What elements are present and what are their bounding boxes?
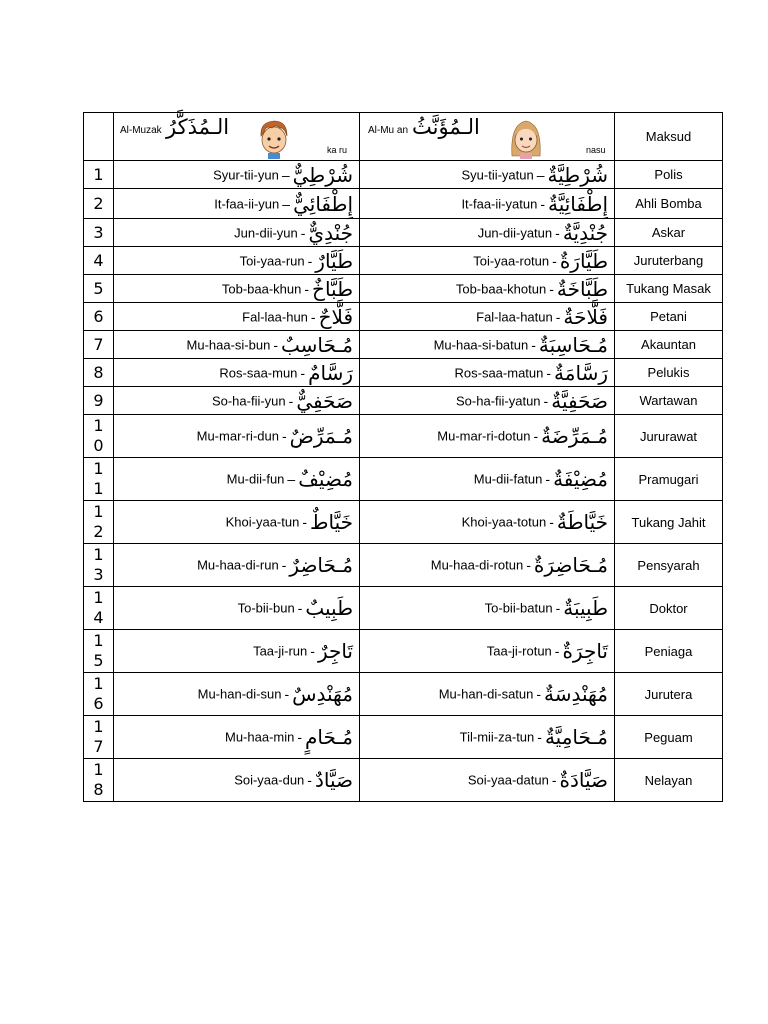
muannath-romanization: Syu-tii-yatun <box>461 167 534 182</box>
muannath-arabic: خَيَّاطَةٌ <box>556 510 608 534</box>
row-number-digit: 1 <box>93 459 104 478</box>
muzakkar-cell <box>114 544 360 587</box>
table-row <box>84 673 723 716</box>
maksud-cell: Jurutera <box>615 673 723 716</box>
muannath-dash: - <box>526 557 531 573</box>
muzakkar-romanization: Soi-yaa-dun <box>234 772 305 788</box>
row-number-digit: 5 <box>93 278 104 298</box>
row-number <box>84 716 114 759</box>
row-number <box>84 544 114 587</box>
muzakkar-arabic: شُرْطِيٌّ <box>292 162 353 187</box>
row-number-digit: 3 <box>93 222 104 242</box>
table-row <box>84 219 723 247</box>
table-row <box>84 387 723 415</box>
maksud-cell: Polis <box>615 161 723 189</box>
muannath-arabic: تَاجِرَةٌ <box>562 639 608 663</box>
maksud-cell: Peguam <box>615 716 723 759</box>
table-row <box>84 587 723 630</box>
muannath-romanization: Toi-yaa-rotun <box>473 253 550 268</box>
header-maksud-cell: Maksud <box>615 113 723 161</box>
muzakkar-cell <box>114 219 360 247</box>
muannath-romanization: Mu-haa-si-batun <box>433 337 529 352</box>
muzakkar-dash: - <box>302 514 307 530</box>
table-row <box>84 544 723 587</box>
row-number-digit: 1 <box>93 631 104 650</box>
muannath-romanization: It-faa-ii-yatun <box>461 196 538 211</box>
muzakkar-romanization: Toi-yaa-run <box>239 253 305 268</box>
row-number-digit: 1 <box>93 502 104 521</box>
muannath-romanization: So-ha-fii-yatun <box>456 393 541 408</box>
maksud-cell: Petani <box>615 303 723 331</box>
muzakkar-dash: - <box>281 557 287 573</box>
maksud-cell: Peniaga <box>615 630 723 673</box>
muannath-dash: - <box>540 195 545 212</box>
muannath-dash: - <box>549 514 554 530</box>
muannath-cell <box>360 716 615 759</box>
maksud-cell: Nelayan <box>615 759 723 802</box>
row-number-digit: 1 <box>93 674 104 693</box>
row-number-digit: 1 <box>93 545 104 564</box>
muannath-romanization: Khoi-yaa-totun <box>461 514 547 530</box>
row-number-digit: 1 <box>93 479 104 498</box>
muannath-dash: - <box>552 252 557 269</box>
row-number <box>84 331 114 359</box>
muannath-cell <box>360 759 615 802</box>
muzakkar-arabic-label: الـمُذَكَّرُ <box>166 115 230 139</box>
row-number-digit: 6 <box>93 306 104 326</box>
muzakkar-romanization: Tob-baa-khun <box>221 281 302 296</box>
muzakkar-dash: - <box>281 428 287 444</box>
muannath-cell <box>360 161 615 189</box>
row-number-digit: 1 <box>93 588 104 607</box>
row-number-digit: 4 <box>93 250 104 270</box>
muannath-arabic: شُرْطِيَّةٌ <box>547 162 608 187</box>
girl-face-icon <box>506 116 546 160</box>
maksud-cell: Doktor <box>615 587 723 630</box>
muzakkar-dash: - <box>273 336 279 353</box>
table-row <box>84 759 723 802</box>
muzakkar-arabic: رَسَّامٌ <box>308 360 353 385</box>
maksud-cell: Askar <box>615 219 723 247</box>
muannath-dash: - <box>537 729 542 745</box>
maksud-cell: Wartawan <box>615 387 723 415</box>
muzakkar-arabic: إِطْفَائِيٌّ <box>293 191 353 216</box>
muzakkar-arabic: طَبِيبٌ <box>305 596 353 620</box>
muannath-arabic-label: الـمُؤَنَّثُ <box>412 115 480 139</box>
muannath-arabic: مُضِيْفَةٌ <box>553 467 608 491</box>
row-number <box>84 219 114 247</box>
table-row <box>84 247 723 275</box>
row-number-digit: 1 <box>93 760 104 779</box>
muzakkar-cell <box>114 161 360 189</box>
maksud-cell: Tukang Jahit <box>615 501 723 544</box>
row-number <box>84 303 114 331</box>
row-number-digit: 2 <box>93 193 104 213</box>
boy-face-icon <box>254 116 294 160</box>
muannath-dash: - <box>545 471 551 487</box>
muannath-dash: - <box>551 772 557 788</box>
table-row <box>84 415 723 458</box>
muzakkar-dash: - <box>310 643 315 659</box>
muzakkar-cell <box>114 415 360 458</box>
row-number-digit: 1 <box>93 164 104 184</box>
muzakkar-romanization: So-ha-fii-yun <box>211 393 286 408</box>
muannath-cell <box>360 630 615 673</box>
row-number <box>84 587 114 630</box>
row-number <box>84 189 114 219</box>
row-number-digit: 0 <box>93 436 104 455</box>
muannath-dash: - <box>555 600 561 616</box>
muannath-arabic: طَبَّاخَةٌ <box>556 276 608 301</box>
muannath-cell <box>360 387 615 415</box>
muzakkar-cell <box>114 331 360 359</box>
vocabulary-table-body <box>84 113 723 802</box>
table-row <box>84 458 723 501</box>
row-number-digit: 7 <box>93 334 104 354</box>
muzakkar-arabic: مُهَنْدِسٌ <box>292 682 353 706</box>
muannath-arabic: مُـحَاضِرَةٌ <box>533 553 608 577</box>
muannath-cell <box>360 219 615 247</box>
muzakkar-arabic: مُضِيْفٌ <box>298 467 353 491</box>
maksud-cell: Pramugari <box>615 458 723 501</box>
table-row <box>84 331 723 359</box>
muzakkar-cell <box>114 501 360 544</box>
row-number <box>84 359 114 387</box>
muannath-arabic: إِطْفَائِيَّةٌ <box>547 191 608 216</box>
muannath-dash: - <box>543 392 549 409</box>
muzakkar-romanization: Mu-haa-si-bun <box>186 337 271 352</box>
muannath-arabic: طَبِيبَةٌ <box>563 596 608 620</box>
maksud-cell: Jururawat <box>615 415 723 458</box>
row-number <box>84 630 114 673</box>
table-row <box>84 303 723 331</box>
maksud-cell: Pensyarah <box>615 544 723 587</box>
muzakkar-dash: – <box>281 166 290 183</box>
muzakkar-cell <box>114 458 360 501</box>
muannath-romanization: Jun-dii-yatun <box>477 225 553 240</box>
muzakkar-cell <box>114 359 360 387</box>
muzakkar-romanization: Mu-han-di-sun <box>197 686 282 702</box>
muzakkar-cell <box>114 275 360 303</box>
maksud-cell: Akauntan <box>615 331 723 359</box>
row-number-digit: 7 <box>93 737 104 756</box>
row-number <box>84 161 114 189</box>
muannath-cell <box>360 331 615 359</box>
row-number-digit: 2 <box>93 522 104 541</box>
muzakkar-cell <box>114 716 360 759</box>
muzakkar-romanization: Fal-laa-hun <box>242 309 308 324</box>
muannath-arabic: طَيَّارَةٌ <box>559 248 608 273</box>
muzakkar-cell <box>114 189 360 219</box>
muannath-romanization: Mu-han-di-satun <box>438 686 534 702</box>
row-number-digit: 1 <box>93 416 104 435</box>
table-row <box>84 501 723 544</box>
muzakkar-dash: - <box>307 772 312 788</box>
table-row <box>84 189 723 219</box>
muzakkar-sub-label: ka ru <box>327 145 348 155</box>
muannath-arabic: صَيَّادَةٌ <box>559 768 608 792</box>
maksud-cell: Juruterbang <box>615 247 723 275</box>
row-number <box>84 247 114 275</box>
muannath-cell <box>360 359 615 387</box>
muzakkar-arabic: جُنْدِيٌّ <box>308 220 353 245</box>
muannath-romanization: Mu-dii-fatun <box>473 471 543 487</box>
muzakkar-dash: - <box>284 686 290 702</box>
muannath-romanization: Tob-baa-khotun <box>455 281 547 296</box>
muannath-romanization: Mu-haa-di-rotun <box>430 557 524 573</box>
row-number-digit: 5 <box>93 651 104 670</box>
muzakkar-romanization: Taa-ji-run <box>253 643 308 659</box>
muannath-cell <box>360 415 615 458</box>
muzakkar-romanization: Ros-saa-mun <box>219 365 298 380</box>
row-number <box>84 275 114 303</box>
row-number <box>84 387 114 415</box>
row-number <box>84 501 114 544</box>
muannath-cell <box>360 189 615 219</box>
row-number <box>84 415 114 458</box>
muannath-dash: - <box>555 308 561 325</box>
muzakkar-romanization: Mu-mar-ri-dun <box>196 428 279 444</box>
muannath-cell <box>360 247 615 275</box>
muzakkar-romanization: Mu-haa-di-run <box>197 557 279 573</box>
row-number <box>84 673 114 716</box>
muzakkar-cell <box>114 303 360 331</box>
row-number-digit: 4 <box>93 608 104 627</box>
maksud-cell: Tukang Masak <box>615 275 723 303</box>
table-row <box>84 359 723 387</box>
muzakkar-arabic: مُـحَاضِرٌ <box>289 553 353 577</box>
muzakkar-arabic: طَيَّارٌ <box>315 248 353 273</box>
muzakkar-dash: - <box>297 600 303 616</box>
header-muzakkar-cell <box>114 113 360 161</box>
muannath-arabic: فَلَّاحَةٌ <box>563 304 608 329</box>
muannath-cell <box>360 673 615 716</box>
muannath-dash: - <box>533 428 539 444</box>
muannath-dash: - <box>536 686 542 702</box>
muzakkar-latin-label: Al-Muzak <box>120 125 162 136</box>
muannath-cell <box>360 544 615 587</box>
muzakkar-cell <box>114 759 360 802</box>
vocabulary-table <box>83 112 723 802</box>
muannath-arabic: مُهَنْدِسَةٌ <box>544 682 608 706</box>
table-row <box>84 161 723 189</box>
maksud-cell: Ahli Bomba <box>615 189 723 219</box>
muannath-dash: - <box>549 280 554 297</box>
muannath-dash: – <box>536 166 545 183</box>
muzakkar-dash: - <box>297 729 303 745</box>
muannath-cell <box>360 501 615 544</box>
muzakkar-arabic: خَيَّاطٌ <box>310 510 353 534</box>
muannath-arabic: رَسَّامَةٌ <box>554 360 608 385</box>
muzakkar-arabic: طَبَّاخٌ <box>312 276 353 301</box>
header-muannath-cell <box>360 113 615 161</box>
muzakkar-dash: - <box>304 280 310 297</box>
row-number-digit: 8 <box>93 780 104 799</box>
maksud-cell: Pelukis <box>615 359 723 387</box>
row-number <box>84 458 114 501</box>
muannath-cell <box>360 303 615 331</box>
muannath-arabic: مُـحَامِيَّةٌ <box>544 725 608 749</box>
muannath-romanization: Taa-ji-rotun <box>486 643 552 659</box>
muannath-arabic: مُـمَرِّضَةٌ <box>541 424 608 448</box>
muzakkar-arabic: مُـمَرِّضٌ <box>289 424 353 448</box>
muzakkar-cell <box>114 387 360 415</box>
muannath-romanization: Mu-mar-ri-dotun <box>437 428 531 444</box>
muzakkar-romanization: Syur-tii-yun <box>213 167 279 182</box>
muannath-sub-label: nasu <box>586 145 606 155</box>
muannath-romanization: Soi-yaa-datun <box>467 772 549 788</box>
muzakkar-arabic: صَيَّادٌ <box>314 768 353 792</box>
muzakkar-cell <box>114 247 360 275</box>
muannath-dash: - <box>554 643 560 659</box>
muannath-dash: - <box>555 224 560 241</box>
muannath-arabic: صَحَفِيَّةٌ <box>551 388 608 413</box>
muzakkar-romanization: It-faa-ii-yun <box>214 196 280 211</box>
muzakkar-romanization: Jun-dii-yun <box>234 225 298 240</box>
muzakkar-cell <box>114 587 360 630</box>
muannath-latin-label: Al-Mu an <box>368 125 409 136</box>
muzakkar-dash: - <box>300 364 306 381</box>
muannath-cell <box>360 458 615 501</box>
row-number <box>84 759 114 802</box>
muannath-arabic: مُـحَاسِبَةٌ <box>538 332 608 357</box>
muannath-arabic: جُنْدِيَّةٌ <box>562 220 608 245</box>
muzakkar-arabic: مُـحَامٍ <box>305 725 353 749</box>
table-row <box>84 630 723 673</box>
muannath-romanization: Til-mii-za-tun <box>459 729 535 745</box>
muzakkar-arabic: تَاجِرٌ <box>317 639 353 663</box>
muannath-romanization: To-bii-batun <box>484 600 553 616</box>
row-number-digit: 9 <box>93 390 104 410</box>
row-number-digit: 6 <box>93 694 104 713</box>
muannath-dash: - <box>546 364 552 381</box>
muzakkar-arabic: فَلَّاحٌ <box>318 304 353 329</box>
header-number-cell <box>84 113 114 161</box>
muannath-cell <box>360 587 615 630</box>
muzakkar-cell <box>114 630 360 673</box>
muzakkar-dash: - <box>310 308 316 325</box>
muzakkar-romanization: Mu-haa-min <box>225 729 295 745</box>
muannath-dash: - <box>531 336 536 353</box>
muzakkar-dash: – <box>287 471 296 487</box>
muannath-cell <box>360 275 615 303</box>
muzakkar-romanization: To-bii-bun <box>237 600 295 616</box>
muzakkar-dash: - <box>288 392 294 409</box>
muzakkar-romanization: Khoi-yaa-tun <box>225 514 300 530</box>
muzakkar-cell <box>114 673 360 716</box>
row-number-digit: 3 <box>93 565 104 584</box>
header-row <box>84 113 723 161</box>
muzakkar-romanization: Mu-dii-fun <box>226 471 285 487</box>
muzakkar-dash: – <box>282 195 291 212</box>
muannath-romanization: Ros-saa-matun <box>454 365 544 380</box>
table-row <box>84 275 723 303</box>
muzakkar-arabic: مُـحَاسِبٌ <box>281 332 353 357</box>
muzakkar-dash: - <box>307 252 313 269</box>
table-row <box>84 716 723 759</box>
row-number-digit: 8 <box>93 362 104 382</box>
row-number-digit: 1 <box>93 717 104 736</box>
muannath-romanization: Fal-laa-hatun <box>476 309 553 324</box>
muzakkar-dash: - <box>300 224 306 241</box>
muzakkar-arabic: صَحَفِيٌّ <box>296 388 353 413</box>
